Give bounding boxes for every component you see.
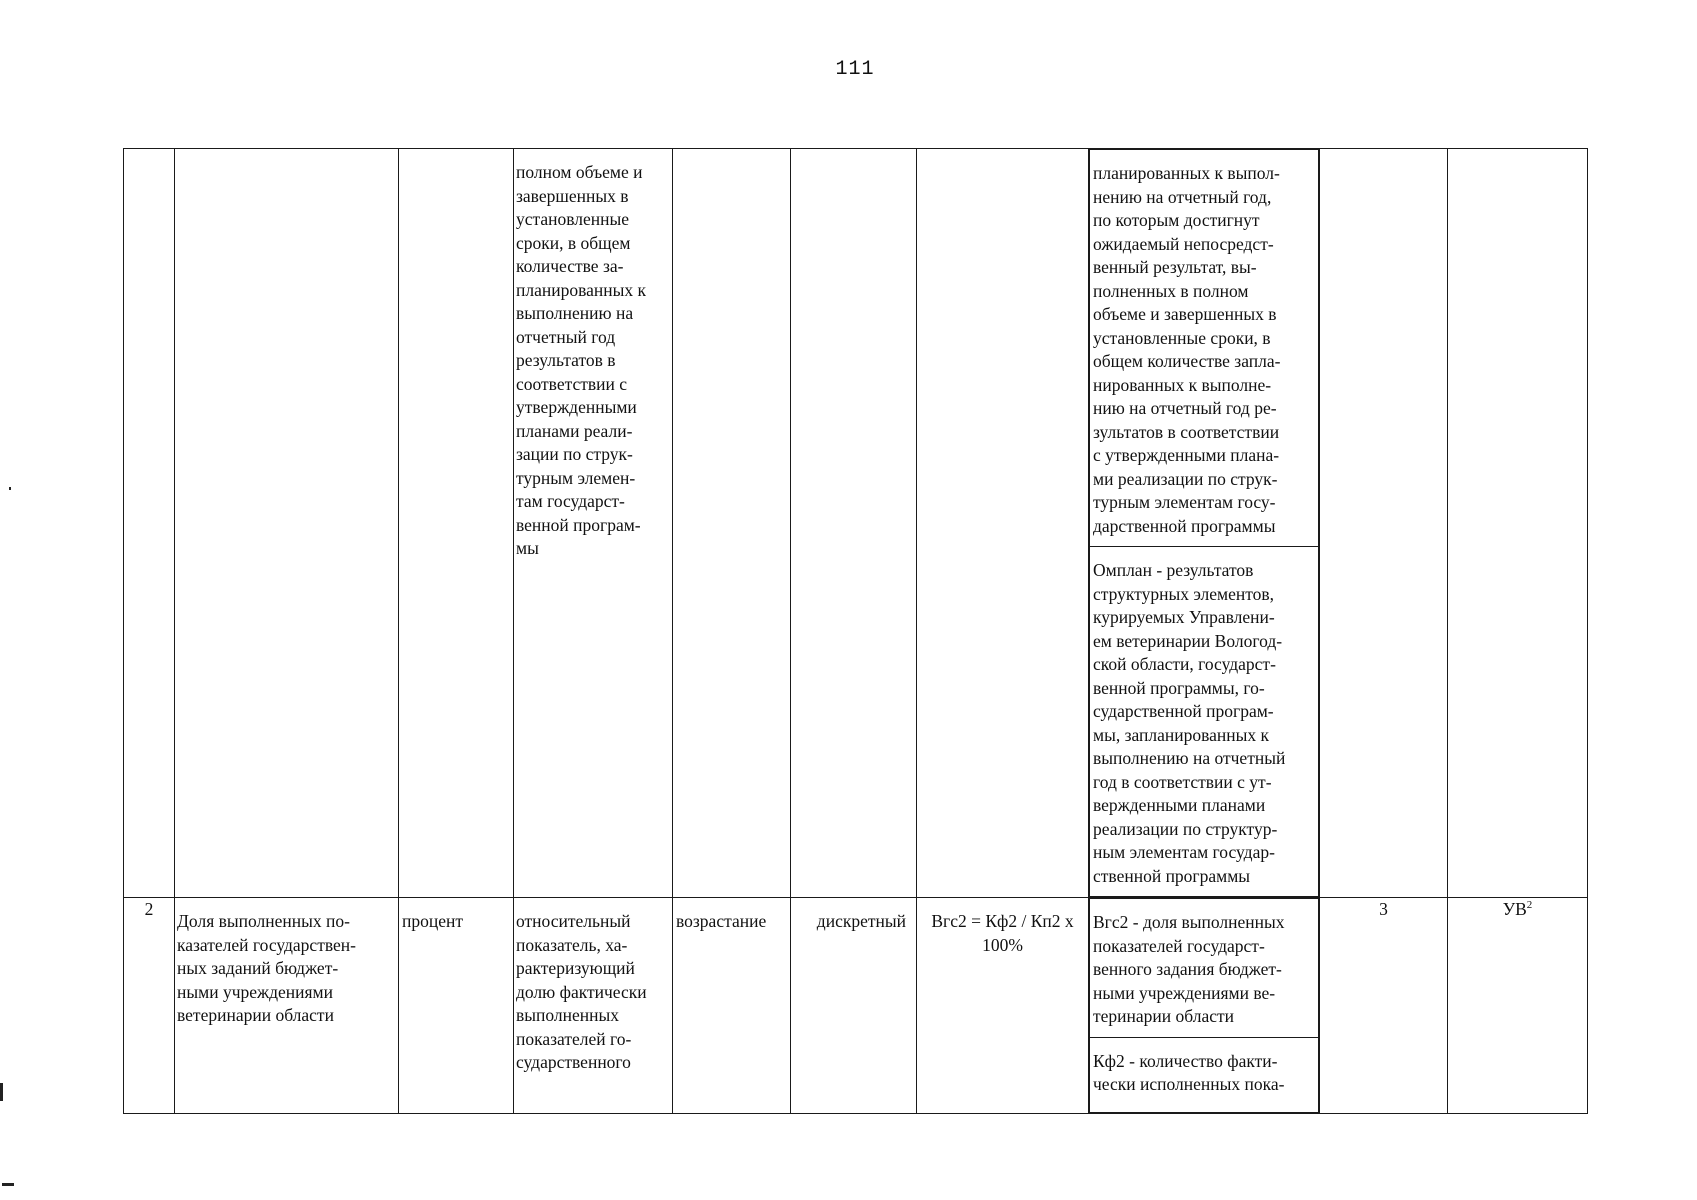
- cell-trend: [673, 898, 791, 1114]
- variable-definition: Омплан - результатов структурных элементов, курируемых Управлени- ем ветеринарии Вологод- ской области, государст- венной программы, го- сударственной програм- мы, запланированных к выполнению на отчетный год в соответствии с ут- вержденными планами реализации по структур- ным элементам государ- ственной программы: [1093, 560, 1286, 886]
- type-text: дискретный: [816, 911, 906, 931]
- table-row: [124, 898, 1588, 1114]
- cell-description: [514, 149, 673, 898]
- footnote-mark: 2: [1526, 899, 1533, 912]
- scan-artifact: [9, 487, 11, 490]
- cell-unit: [399, 898, 514, 1114]
- indicator-name: Доля выполненных по- казателей государствен- ных заданий бюджет- ными учреждениями ветеринарии области: [177, 911, 356, 1025]
- trend-text: возрастание: [676, 911, 767, 931]
- variable-definition: планированных к выпол- нению на отчетный год, по которым достигнут ожидаемый непосредст- венный результат, вы- полненных в полном объеме и завершенных в установленные сроки, в общем количестве запла- нированных к выполне- нию на отчетный год ре- зультатов в соответствии с утвержденными плана- ми реализации по струк- турным элементам госу- дарственной программы: [1093, 163, 1281, 536]
- scan-artifact: [2, 1183, 14, 1186]
- variable-definition: Вгс2 - доля выполненных показателей государст- венного задания бюджет- ными учреждениями ве- теринарии области: [1093, 912, 1285, 1026]
- cell-type: [791, 898, 917, 1114]
- responsible-text: УВ: [1502, 899, 1527, 919]
- cell-name: [175, 898, 399, 1114]
- variable-definition: Кф2 - количество факти- чески исполненных пока-: [1093, 1050, 1285, 1094]
- cell-formula: [917, 898, 1089, 1114]
- page-number: 111: [835, 58, 875, 81]
- scan-artifact: [0, 1083, 3, 1101]
- table-row-continued: [124, 149, 1588, 898]
- cell-name: [175, 149, 399, 898]
- cell-unit: [399, 149, 514, 898]
- cell-formula: [917, 149, 1089, 898]
- cell-description: [514, 898, 673, 1114]
- cell-num: [124, 149, 175, 898]
- cell-method: 3: [1320, 898, 1448, 1114]
- description-text: полном объеме и завершенных в установленные сроки, в общем количестве за- планированных к выполнению на отчетный год результатов в соответствии с утвержденными планами реали- зации по струк- турным элемен- там государст- венной програм- мы: [516, 162, 647, 558]
- cell-trend: [673, 149, 791, 898]
- cell-method: [1320, 149, 1448, 898]
- cell-num: 2: [124, 898, 175, 1114]
- variables-subtable: [1089, 898, 1319, 1113]
- indicator-table: [123, 148, 1588, 1114]
- cell-variables: [1089, 149, 1320, 898]
- cell-type: [791, 149, 917, 898]
- cell-responsible: [1448, 898, 1588, 1114]
- cell-variables: [1089, 898, 1320, 1114]
- description-text: относительный показатель, ха- рактеризующий долю фактически выполненных показателей го- сударственного: [516, 911, 647, 1072]
- cell-responsible: [1448, 149, 1588, 898]
- formula-text: Вгс2 = Кф2 / Кп2 x 100%: [931, 911, 1074, 955]
- unit-text: процент: [402, 911, 464, 931]
- variables-subtable: [1089, 149, 1319, 897]
